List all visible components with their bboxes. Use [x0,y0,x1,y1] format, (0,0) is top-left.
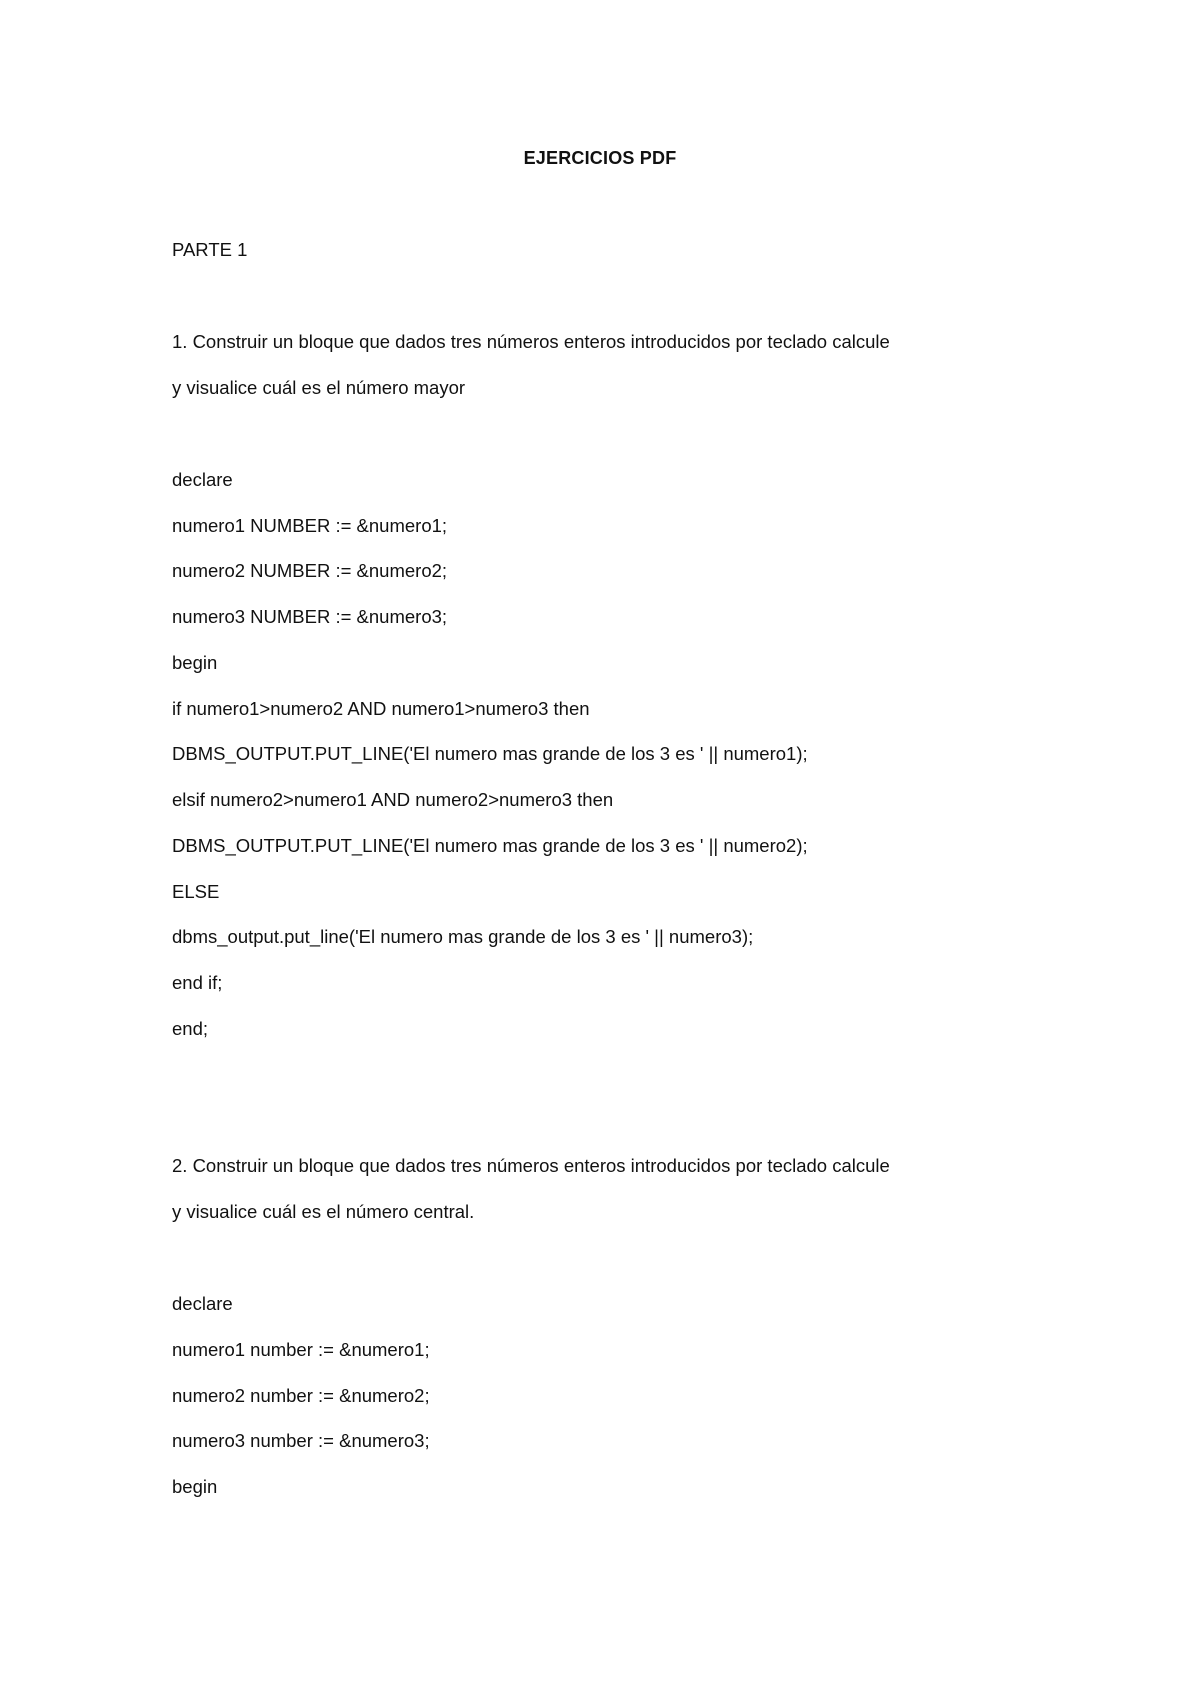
exercise1-code-line: numero1 NUMBER := &numero1; [172,515,448,536]
exercise2-code-line: numero1 number := &numero1; [172,1339,430,1360]
exercise2-code-line: numero2 number := &numero2; [172,1385,430,1406]
section-label: PARTE 1 [172,239,248,260]
exercise1-code-line: if numero1>numero2 AND numero1>numero3 then [172,698,590,719]
exercise1-code-line: numero3 NUMBER := &numero3; [172,606,448,627]
exercise1-code-line: end if; [172,972,223,993]
exercise1-code-line: declare [172,469,233,490]
exercise1-code-line: DBMS_OUTPUT.PUT_LINE('El numero mas grande de los 3 es ' || numero1); [172,743,808,764]
exercise1-code-line: numero2 NUMBER := &numero2; [172,560,448,581]
exercise1-code-line: elsif numero2>numero1 AND numero2>numero3 then [172,789,614,810]
exercise1-code-line: end; [172,1018,209,1039]
exercise1-code-line: begin [172,652,218,673]
exercise2-question-line2: y visualice cuál es el número central. [172,1201,475,1222]
exercise2-question-line1: 2. Construir un bloque que dados tres números enteros introducidos por teclado calcule [172,1155,890,1176]
exercise1-code-line: DBMS_OUTPUT.PUT_LINE('El numero mas grande de los 3 es ' || numero2); [172,835,808,856]
exercise1-code-line: ELSE [172,881,220,902]
exercise2-code-line: numero3 number := &numero3; [172,1430,430,1451]
exercise2-code-line: begin [172,1476,218,1497]
exercise2-code-line: declare [172,1293,233,1314]
exercise1-code-line: dbms_output.put_line('El numero mas grande de los 3 es ' || numero3); [172,926,754,947]
document-title: EJERCICIOS PDF [523,148,677,168]
exercise1-question-line2: y visualice cuál es el número mayor [172,377,466,398]
exercise1-question-line1: 1. Construir un bloque que dados tres números enteros introducidos por teclado calcule [172,331,890,352]
